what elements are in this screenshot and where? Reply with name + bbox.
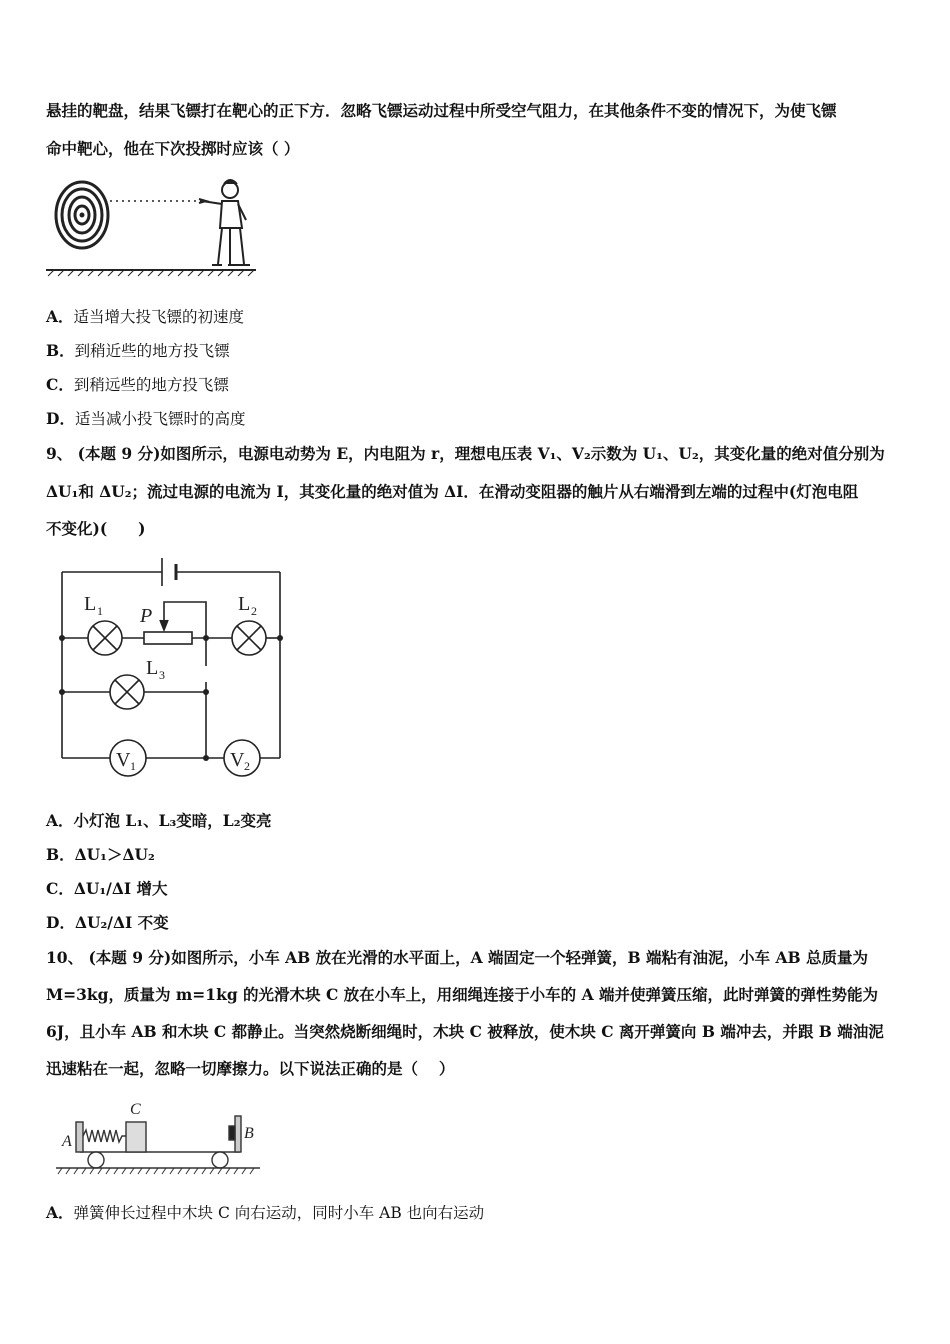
ground-line xyxy=(46,270,256,276)
q9-option-c xyxy=(46,879,168,899)
option-letter: A． xyxy=(46,1203,74,1222)
option-text: 到稍远些的地方投飞镖 xyxy=(73,376,229,394)
q9-text-line-2: ΔU₁和 ΔU₂；流过电源的电流为 I，其变化量的绝对值为 ΔI．在滑动变阻器的触片从右端滑到左端的过程中(灯泡电阻 xyxy=(46,482,859,501)
q9-option-b xyxy=(46,845,155,865)
label-v2: V xyxy=(230,749,245,771)
cart-figure xyxy=(54,1096,268,1178)
q8-text-line-1: 悬挂的靶盘，结果飞镖打在靶心的正下方．忽略飞镖运动过程中所受空气阻力，在其他条件不变的情况下，为使飞镖 xyxy=(46,101,837,120)
q10-option-a xyxy=(46,1203,484,1223)
q9-text-line-3: 不变化)( ) xyxy=(46,519,146,538)
q8-option-d xyxy=(46,409,245,429)
putty-icon xyxy=(229,1126,235,1140)
option-letter: B． xyxy=(46,341,75,360)
cart-end-b xyxy=(235,1116,241,1152)
label-l3-sub: 3 xyxy=(159,668,165,682)
option-letter: D． xyxy=(46,409,75,428)
label-v2-sub: 2 xyxy=(244,759,250,773)
option-text: 小灯泡 L₁、L₃变暗，L₂变亮 xyxy=(73,811,272,830)
dartboard-figure xyxy=(44,168,260,278)
lamp-l2-icon xyxy=(232,621,266,655)
option-text: ΔU₁/ΔI 增大 xyxy=(73,879,168,898)
ground-hatch xyxy=(58,1168,254,1174)
label-p: P xyxy=(140,605,153,627)
label-l1: L xyxy=(84,593,97,615)
wheel-icon xyxy=(212,1152,228,1168)
option-text: 适当减小投飞镖时的高度 xyxy=(74,410,246,428)
label-b: B xyxy=(244,1125,254,1142)
wheel-icon xyxy=(88,1152,104,1168)
q10-text-line-3: 6J，且小车 AB 和木块 C 都静止。当突然烧断细绳时，木块 C 被释放，使木块 C 离开弹簧向 B 端冲去，并跟 B 端油泥 xyxy=(46,1022,884,1041)
lamp-l1-icon xyxy=(88,621,122,655)
option-letter: B． xyxy=(46,845,75,864)
spring-icon xyxy=(83,1130,126,1142)
label-v1: V xyxy=(116,749,131,771)
label-l3: L xyxy=(146,657,159,679)
option-letter: C． xyxy=(46,375,74,394)
q10-text-line-2: M=3kg，质量为 m=1kg 的光滑木块 C 放在小车上，用细绳连接于小车的 A 端并使弹簧压缩，此时弹簧的弹性势能为 xyxy=(46,985,879,1004)
circuit-figure xyxy=(44,548,294,780)
label-l2-sub: 2 xyxy=(251,604,257,618)
label-c: C xyxy=(130,1101,141,1118)
option-letter: D． xyxy=(46,913,75,932)
label-l1-sub: 1 xyxy=(97,604,103,618)
q10-text-line-4: 迅速粘在一起，忽略一切摩擦力。以下说法正确的是（ ） xyxy=(46,1059,455,1078)
cart-end-a xyxy=(76,1122,83,1152)
thrower-figure xyxy=(199,180,250,265)
q9-option-a xyxy=(46,811,272,831)
dartboard-icon xyxy=(56,182,108,248)
q9-text-line-1: 9、 (本题 9 分)如图所示，电源电动势为 E，内电阻为 r，理想电压表 V₁、V₂示数为 U₁、U₂，其变化量的绝对值分别为 xyxy=(46,444,885,463)
option-letter: C． xyxy=(46,879,74,898)
label-a: A xyxy=(62,1133,72,1150)
block-c xyxy=(126,1122,146,1152)
option-text: 到稍近些的地方投飞镖 xyxy=(74,342,230,360)
lamp-l3-icon xyxy=(110,675,144,709)
q8-option-a xyxy=(46,307,244,327)
label-v1-sub: 1 xyxy=(130,759,136,773)
option-text: ΔU₁＞ΔU₂ xyxy=(74,845,155,864)
q9-option-d xyxy=(46,913,169,933)
q8-option-c xyxy=(46,375,229,395)
q10-text-line-1: 10、 (本题 9 分)如图所示，小车 AB 放在光滑的水平面上，A 端固定一个轻弹簧，B 端粘有油泥，小车 AB 总质量为 xyxy=(46,948,868,967)
q8-text-line-2: 命中靶心，他在下次投掷时应该（ ） xyxy=(46,139,300,158)
option-text: 弹簧伸长过程中木块 C 向右运动，同时小车 AB 也向右运动 xyxy=(73,1204,485,1222)
option-text: 适当增大投飞镖的初速度 xyxy=(73,308,245,326)
q8-option-b xyxy=(46,341,230,361)
option-letter: A． xyxy=(46,307,74,326)
label-l2: L xyxy=(238,593,251,615)
option-text: ΔU₂/ΔI 不变 xyxy=(74,913,169,932)
option-letter: A． xyxy=(46,811,74,830)
